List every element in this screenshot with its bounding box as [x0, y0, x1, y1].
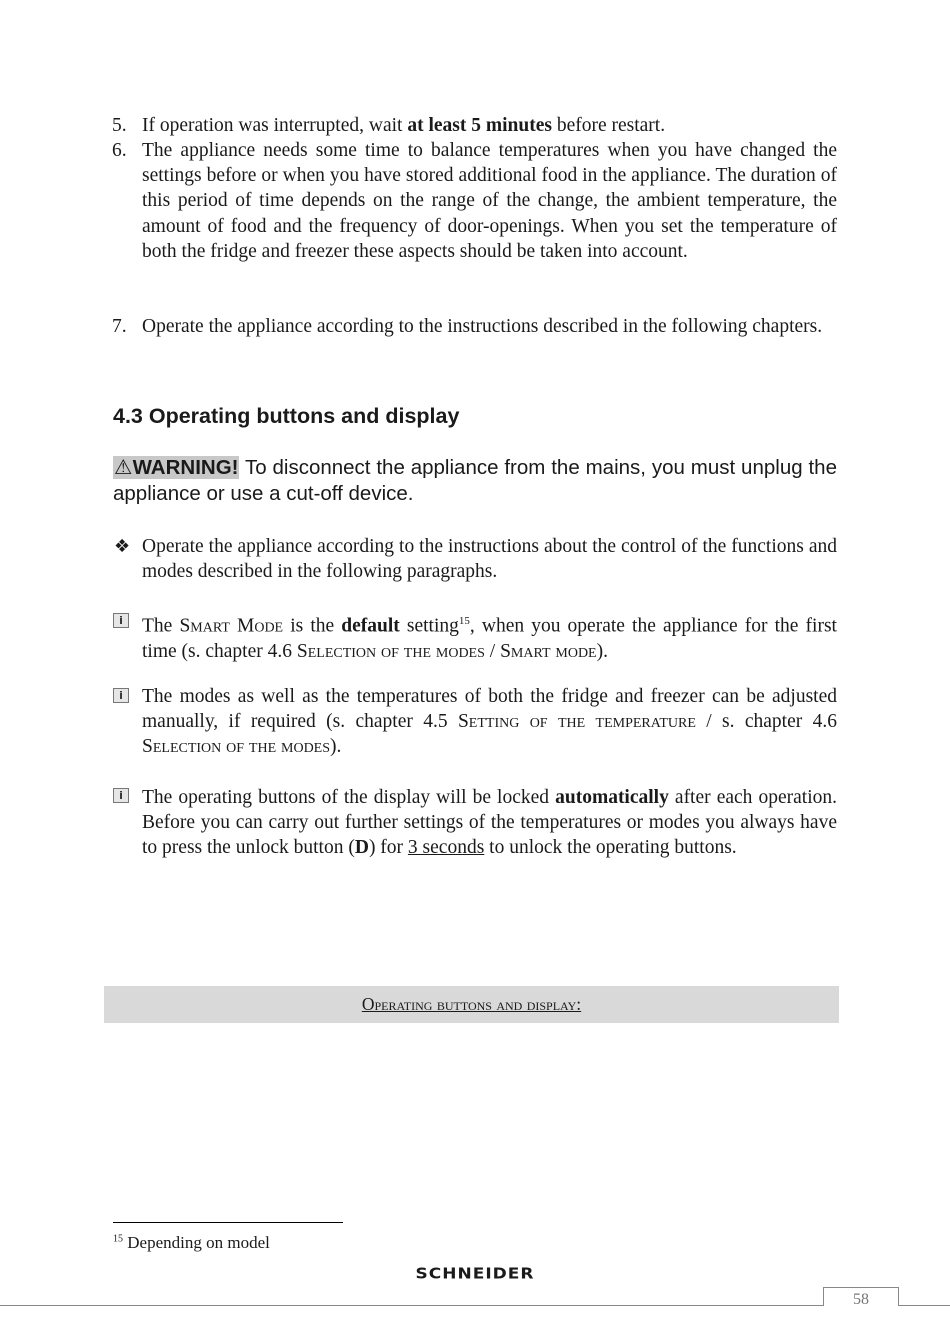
list-item-5-bold: at least 5 minutes: [407, 115, 552, 136]
footer-rule-right: [899, 1305, 950, 1306]
warning-text: To disconnect the appliance from the mains, you must unplug the appliance or use a cut-off device.: [113, 456, 837, 505]
info2-smallcaps: Setting of the temperature: [457, 711, 696, 733]
footnote-divider: [113, 1222, 343, 1223]
list-item-6: The appliance needs some time to balance temperatures when you have changed the settings before or when you have stored additional food in the appliance. The duration of this period of time depends on the range of the change, the ambient temperature, the amount of food and the frequency of door-openings. When you set the temperature of both the fridge and freezer these aspects should be taken into account.: [142, 140, 837, 262]
list-item-7: Operate the appliance according to the instructions described in the following chapters.: [142, 316, 823, 337]
footnote-marker: 15: [113, 1233, 123, 1245]
warning-icon: ⚠: [114, 456, 133, 479]
info2-smallcaps: Selection of the modes: [142, 736, 331, 758]
info1-text: setting: [399, 615, 459, 637]
section-heading: 4.3 Operating buttons and display: [113, 404, 460, 428]
bullet-paragraph: Operate the appliance according to the instructions about the control of the functions and modes described in the following paragraphs.: [142, 536, 837, 583]
info3-bold: automatically: [555, 787, 669, 808]
info3-bold: D: [354, 837, 369, 859]
info1-text: is the: [283, 615, 342, 637]
info2-text: / s. chapter 4.6: [695, 711, 837, 733]
brand-logo: SCHNEIDER: [415, 1265, 535, 1283]
info1-text: /: [484, 640, 501, 662]
warning-label-box: [113, 456, 239, 479]
info-paragraph-manual: [142, 684, 837, 760]
info1-smallcaps: Smart Mode: [179, 615, 284, 637]
info1-text: , when you operate the appliance for the first time (s. chapter 4.6: [142, 615, 837, 662]
info3-underline: 3 seconds: [407, 837, 485, 859]
info2-text: The modes as well as the temperatures of both the fridge and freezer can be adjusted manually, if required (s. chapter 4.5: [142, 686, 837, 733]
warning-label: WARNING!: [132, 456, 239, 479]
figure-caption-banner: Operating buttons and display:: [104, 986, 839, 1023]
page-number: 58: [823, 1287, 899, 1306]
info2-text: ).: [330, 736, 342, 758]
info3-text: after each operation. Before you can carry out further settings of the temperatures or modes you always have to press the unlock button (: [142, 787, 837, 859]
info-icon: i: [113, 613, 129, 628]
footnote-text: Depending on model: [123, 1233, 270, 1252]
info1-smallcaps: Smart mode: [500, 640, 597, 662]
footnote-ref: 15: [458, 615, 470, 627]
list-item-5: [142, 113, 837, 138]
info1-bold: default: [341, 615, 400, 637]
info-paragraph-lock: [142, 785, 837, 861]
list-number-6: 6.: [112, 140, 127, 161]
list-item-5-text: If operation was interrupted, wait: [142, 115, 408, 136]
info1-text: ).: [596, 640, 608, 662]
info3-text: The operating buttons of the display will be locked: [142, 787, 556, 808]
info-icon: i: [113, 788, 129, 803]
list-item-5-text-end: before restart.: [551, 115, 666, 136]
list-number-7: 7.: [112, 316, 127, 337]
info-icon: i: [113, 688, 129, 703]
list-number-5: 5.: [112, 115, 127, 136]
info3-text: ) for: [368, 837, 408, 859]
info1-text: The: [142, 615, 180, 637]
info-paragraph-smart-mode: [142, 609, 837, 664]
footnote: [113, 1233, 270, 1253]
footer-rule-left: [0, 1305, 823, 1306]
info3-text: to unlock the operating buttons.: [484, 837, 737, 859]
diamond-bullet-icon: ❖: [114, 536, 131, 557]
warning-notice: [113, 455, 837, 507]
info1-smallcaps: Selection of the modes: [296, 640, 485, 662]
